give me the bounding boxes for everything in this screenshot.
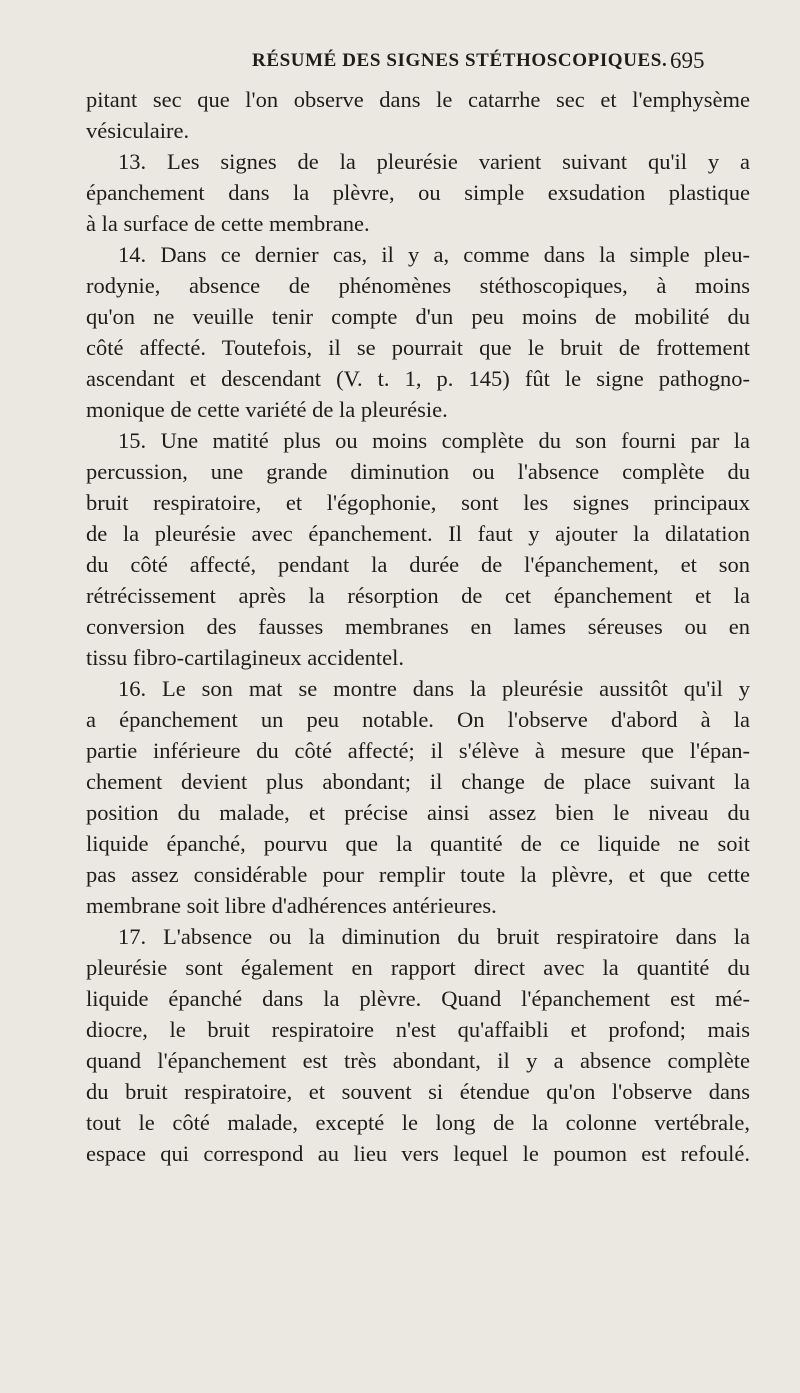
text-line: pitant sec que l'on observe dans le catarrhe sec et l'emphysème [86,87,750,112]
text-line: 17. L'absence ou la diminution du bruit respiratoire dans la [118,924,750,949]
text-line: membrane soit libre d'adhérences antérieures. [86,893,497,918]
text-line: du côté affecté, pendant la durée de l'épanchement, et son [86,552,750,577]
text-line: liquide épanché, pourvu que la quantité de ce liquide ne soit [86,831,750,856]
text-line: pleurésie sont également en rapport direct avec la quantité du [86,955,750,980]
text-line: vésiculaire. [86,118,190,143]
text-line: quand l'épanchement est très abondant, il y a absence complète [86,1048,750,1073]
text-line: conversion des fausses membranes en lames séreuses ou en [86,614,750,639]
text-line: épanchement dans la plèvre, ou simple exsudation plastique [86,180,750,205]
text-line: 16. Le son mat se montre dans la pleurésie aussitôt qu'il y [118,676,750,701]
text-line: diocre, le bruit respiratoire n'est qu'affaibli et profond; mais [86,1017,750,1042]
text-line: 13. Les signes de la pleurésie varient suivant qu'il y a [118,149,750,174]
text-line: partie inférieure du côté affecté; il s'élève à mesure que l'épan- [86,738,750,763]
text-line: tissu fibro-cartilagineux accidentel. [86,645,404,670]
text-line: chement devient plus abondant; il change de place suivant la [86,769,750,794]
text-line: a épanchement un peu notable. On l'observe d'abord à la [86,707,750,732]
text-line: côté affecté. Toutefois, il se pourrait que le bruit de frottement [86,335,750,360]
text-line: tout le côté malade, excepté le long de la colonne vertébrale, [86,1110,750,1135]
text-line: espace qui correspond au lieu vers lequel le poumon est refoulé. [86,1141,750,1166]
text-line: ascendant et descendant (V. t. 1, p. 145) fût le signe pathogno- [86,366,750,391]
text-line: de la pleurésie avec épanchement. Il faut y ajouter la dilatation [86,521,750,546]
running-head: RÉSUMÉ DES SIGNES STÉTHOSCOPIQUES. [252,50,668,71]
text-line: position du malade, et précise ainsi assez bien le niveau du [86,800,750,825]
text-line: monique de cette variété de la pleurésie. [86,397,448,422]
text-line: pas assez considérable pour remplir toute la plèvre, et que cette [86,862,750,887]
page-header [0,48,800,88]
text-line: rétrécissement après la résorption de cet épanchement et la [86,583,750,608]
page-number: 695 [670,48,705,73]
text-line: 14. Dans ce dernier cas, il y a, comme dans la simple pleu- [118,242,750,267]
text-line: bruit respiratoire, et l'égophonie, sont les signes principaux [86,490,750,515]
text-line: liquide épanché dans la plèvre. Quand l'épanchement est mé- [86,986,750,1011]
text-line: à la surface de cette membrane. [86,211,370,236]
text-line: rodynie, absence de phénomènes stéthoscopiques, à moins [86,273,750,298]
text-line: 15. Une matité plus ou moins complète du son fourni par la [118,428,750,453]
text-line: percussion, une grande diminution ou l'absence complète du [86,459,750,484]
text-line: du bruit respiratoire, et souvent si étendue qu'on l'observe dans [86,1079,750,1104]
text-line: qu'on ne veuille tenir compte d'un peu moins de mobilité du [86,304,750,329]
